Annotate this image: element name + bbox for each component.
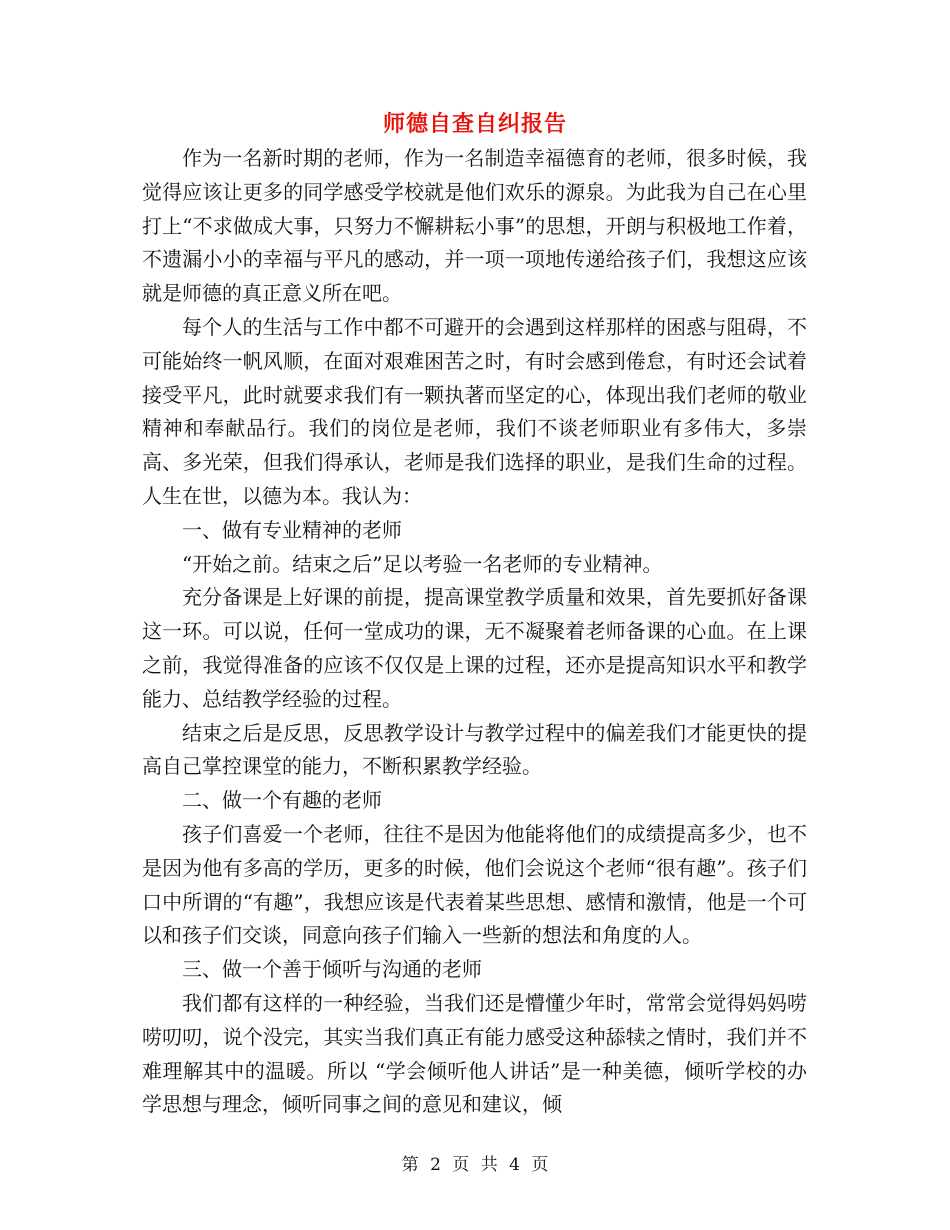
paragraph-intro: 作为一名新时期的老师，作为一名制造幸福德育的老师，很多时候，我觉得应该让更多的同学感受学校就是他们欢乐的源泉。为此我为自己在心里打上“不求做成大事，只努力不懈耕耘小事”的思想，开朗与积极地工作着，不遗漏小小的幸福与平凡的感动，并一项一项地传递给孩子们，我想这应该就是师德的真正意义所在吧。 bbox=[142, 146, 807, 306]
document-title: 师德自查自纠报告 bbox=[382, 111, 567, 137]
section-heading-professional: 一、做有专业精神的老师 bbox=[182, 517, 402, 542]
paragraph-listening: 我们都有这样的一种经验，当我们还是懵懂少年时，常常会觉得妈妈唠唠叨叨，说个没完，其实当我们真正有能力感受这种舔犊之情时，我们并不难理解其中的温暖。所以 “学会倾听他人讲话”是一种美德，倾听学校的办学思想与理念，倾听同事之间的意见和建议，倾 bbox=[142, 990, 807, 1117]
paragraph-preparation: 充分备课是上好课的前提，提高课堂教学质量和效果，首先要抓好备课这一环。可以说，任何一堂成功的课，无不凝聚着老师备课的心血。在上课之前，我觉得准备的应该不仅仅是上课的过程，还亦是提高知识水平和教学能力、总结教学经验的过程。 bbox=[142, 585, 807, 711]
paragraph-challenges: 每个人的生活与工作中都不可避开的会遇到这样那样的困惑与阻碍，不可能始终一帆风顺，在面对艰难困苦之时，有时会感到倦怠，有时还会试着接受平凡，此时就要求我们有一颗执著而坚定的心，体现出我们老师的敬业精神和奉献品行。我们的岗位是老师，我们不谈老师职业有多伟大，多崇高、多光荣，但我们得承认，老师是我们选择的职业，是我们生命的过程。人生在世，以德为本。我认为： bbox=[142, 314, 807, 508]
section-heading-listening: 三、做一个善于倾听与沟通的老师 bbox=[182, 957, 482, 982]
page-footer: 第 2 页 共 4 页 bbox=[401, 1155, 549, 1175]
document-body bbox=[142, 142, 807, 1122]
paragraph-before-after: “开始之前。结束之后”足以考验一名老师的专业精神。 bbox=[182, 551, 663, 576]
section-heading-interesting: 二、做一个有趣的老师 bbox=[182, 788, 382, 813]
paragraph-reflection: 结束之后是反思，反思教学设计与教学过程中的偏差我们才能更快的提高自己掌控课堂的能力，不断积累教学经验。 bbox=[142, 720, 807, 779]
paragraph-interesting: 孩子们喜爱一个老师，往往不是因为他能将他们的成绩提高多少，也不是因为他有多高的学历，更多的时候，他们会说这个老师“很有趣”。孩子们口中所谓的“有趣”，我想应该是代表着某些思想、感情和激情，他是一个可以和孩子们交谈，同意向孩子们输入一些新的想法和角度的人。 bbox=[142, 821, 807, 948]
